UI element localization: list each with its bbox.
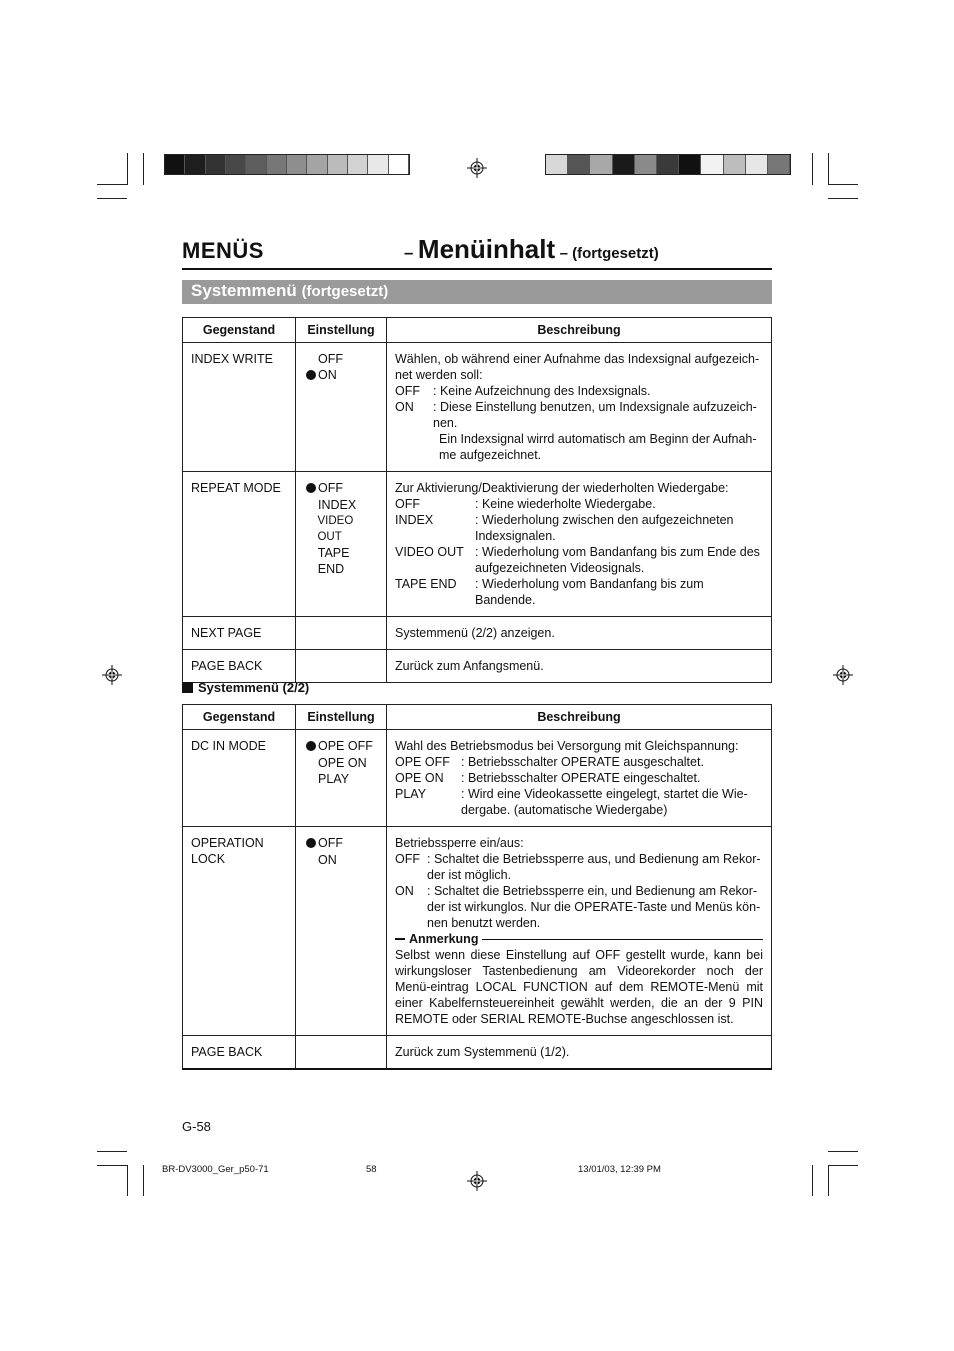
color-swatch [568,155,590,174]
column-header: Gegenstand [183,705,296,730]
registration-mark-icon [467,158,487,178]
crop-mark [97,1151,127,1152]
crop-mark [143,153,144,185]
section-title: Systemmenü [191,281,297,300]
table-row: INDEX WRITE OFF ON Wählen, ob während einer Aufnahme das Indexsignal aufgezeich-net werden soll: OFF : Keine Aufzeichnung des Indexsignals. ON : Diese Einstellung benutzen, um Indexsignale aufzuzeich-nen. Ein Indexsignal wirrd automatisch am Beginn der Aufnah-me aufgezeichnet. [183,343,772,472]
table-header-row [183,318,772,343]
color-calibration-bar-left [164,154,410,175]
crop-mark [812,153,813,185]
option: OFF [318,352,343,366]
item-name: REPEAT MODE [191,481,281,495]
crop-mark [828,1165,829,1196]
page-title: – Menüinhalt – (fortgesetzt) [404,234,659,264]
crop-mark [97,1165,127,1166]
crop-mark [127,153,128,185]
color-swatch [768,155,790,174]
registration-mark-icon [467,1171,487,1191]
subsection-heading: Systemmenü (2/2) [182,680,309,695]
page-title-suffix: – (fortgesetzt) [559,245,659,262]
option: OPE OFF [318,739,373,753]
item-name: INDEX WRITE [191,352,273,366]
description-intro: Betriebssperre ein/aus: [395,836,524,850]
settings-table-1 [182,317,772,683]
color-swatch [657,155,679,174]
print-slug-date: 13/01/03, 12:39 PM [578,1164,661,1175]
column-header: Einstellung [296,318,387,343]
page-number: G-58 [182,1119,211,1134]
column-header: Gegenstand [183,318,296,343]
color-swatch [246,155,266,174]
default-marker-icon [306,480,318,497]
crop-mark [127,1165,128,1196]
page-header [182,234,772,270]
color-swatch [546,155,568,174]
color-swatch [185,155,205,174]
crop-mark [828,1151,858,1152]
option: OFF [318,481,343,495]
crop-mark [828,184,858,185]
crop-mark [97,184,127,185]
color-swatch [307,155,327,174]
item-name: DC IN MODE [191,739,266,753]
color-swatch [206,155,226,174]
item-name: PAGE BACK [191,1045,263,1059]
crop-mark [828,198,858,199]
table-row: REPEAT MODE OFF INDEX VIDEO OUT TAPE END Zur Aktivierung/Deaktivierung der wiederholten Wiedergabe: OFF : Keine wiederholte Wiedergabe. INDEX : Wiederholung zwischen den aufgezeichneten Indexsignalen. VIDEO OUT : Wiederholung vom Bandanfang bis zum Ende des aufgezeichneten Videosignals. TAPE END : Wiederholung vom Bandanfang bis zum Bandende. [183,472,772,617]
color-swatch [368,155,388,174]
page-title-main: Menüinhalt [417,234,556,264]
color-swatch [328,155,348,174]
column-header: Beschreibung [387,705,772,730]
crop-mark [828,1165,858,1166]
option: ON [318,368,337,382]
registration-mark-icon [833,665,853,685]
default-marker-icon [306,835,318,852]
color-swatch [635,155,657,174]
description-intro: Wählen, ob während einer Aufnahme das Indexsignal aufgezeich-net werden soll: [395,352,760,382]
color-swatch [679,155,701,174]
color-swatch [389,155,409,174]
column-header: Einstellung [296,705,387,730]
print-slug-file: BR-DV3000_Ger_p50-71 [162,1164,269,1175]
registration-mark-icon [102,665,122,685]
description-intro: Wahl des Betriebsmodus bei Versorgung mit Gleichspannung: [395,739,739,753]
color-swatch [746,155,768,174]
description-intro: Zur Aktivierung/Deaktivierung der wiederholten Wiedergabe: [395,481,729,495]
color-swatch [724,155,746,174]
item-name: NEXT PAGE [191,626,262,640]
option: VIDEO OUT [317,515,354,543]
color-swatch [701,155,723,174]
column-header: Beschreibung [387,318,772,343]
default-marker-icon [306,738,318,755]
color-swatch [613,155,635,174]
note-heading: Anmerkung [395,931,763,947]
default-marker-icon [306,367,318,384]
color-swatch [287,155,307,174]
crop-mark [97,198,127,199]
option: ON [318,853,337,867]
color-swatch [226,155,246,174]
item-name: PAGE BACK [191,659,263,673]
option: TAPE END [317,546,350,576]
table-row: OPERATION LOCK OFF ON Betriebssperre ein/aus: OFF : Schaltet die Betriebssperre aus, und Bedienung am Rekor-der ist möglich. ON : Schaltet die Betriebssperre ein, und Bedienung am Rekor-der ist wirkunglos. Nur die OPERATE-Taste und Menüs kön-nen benutzt werden. Anmerkung Selbst wenn diese Einstellung auf OFF gestellt wurde, kann bei wirkungsloser Tastenbedienung am Videorekorder noch der Menü-eintrag LOCAL FUNCTION auf dem REMOTE-Menü mit einer Kabelfernsteuereinheit gewählt werden, die an der 9 PIN REMOTE oder SERIAL REMOTE-Buchse angeschlossen ist. [183,827,772,1036]
table-row: PAGE BACK Zurück zum Anfangsmenü. [183,650,772,683]
crop-mark [812,1165,813,1196]
option: OFF [318,836,343,850]
table-row: NEXT PAGE Systemmenü (2/2) anzeigen. [183,617,772,650]
note-text: Selbst wenn diese Einstellung auf OFF gestellt wurde, kann bei wirkungsloser Tastenbedienung am Videorekorder noch der Menü-eintrag LOCAL FUNCTION auf dem REMOTE-Menü mit einer Kabelfernsteuereinheit gewählt werden, die an der 9 PIN REMOTE oder SERIAL REMOTE-Buchse angeschlossen ist. [395,948,763,1026]
option: INDEX [318,498,357,512]
color-calibration-bar-right [545,154,791,175]
color-swatch [348,155,368,174]
print-slug-page: 58 [366,1164,377,1175]
table-row: PAGE BACK Zurück zum Systemmenü (1/2). [183,1036,772,1070]
section-suffix: (fortgesetzt) [301,283,389,300]
section-banner [182,280,772,304]
option: PLAY [318,772,350,786]
chapter-title: MENÜS [182,238,264,263]
table-row: DC IN MODE OPE OFF OPE ON PLAY Wahl des Betriebsmodus bei Versorgung mit Gleichspannung: OPE OFF : Betriebsschalter OPERATE ausgeschaltet. OPE ON : Betriebsschalter OPERATE eingeschaltet. PLAY : Wird eine Videokassette eingelegt, startet die Wie-dergabe. (automatische Wiedergabe) [183,730,772,827]
item-name: OPERATION LOCK [191,836,264,866]
color-swatch [267,155,287,174]
crop-mark [143,1165,144,1196]
color-swatch [165,155,185,174]
color-swatch [590,155,612,174]
settings-table-2 [182,704,772,1070]
crop-mark [828,153,829,185]
table-header-row [183,705,772,730]
square-bullet-icon [182,682,193,693]
option: OPE ON [318,756,367,770]
